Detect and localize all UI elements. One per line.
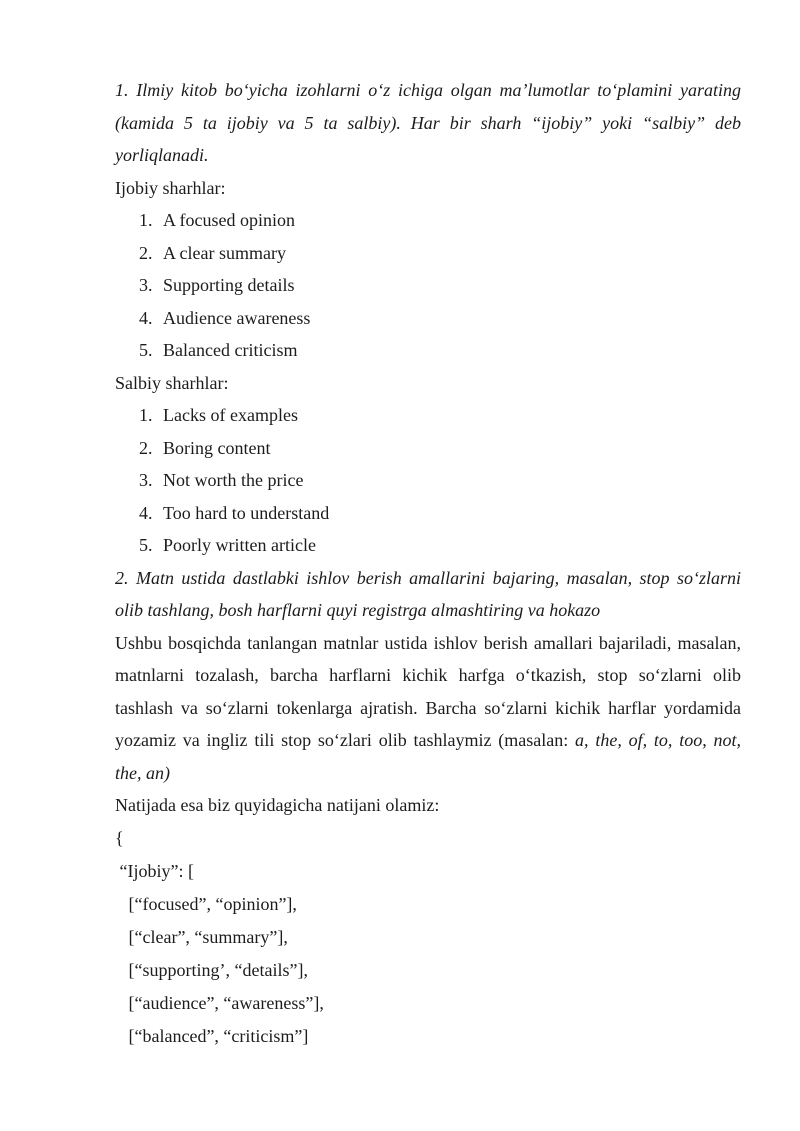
stopword-examples-end: the, an) (115, 762, 170, 783)
body-line: matnlarni tozalash, barcha harflarni kichik harfga o‘tkazish, stop so‘zlarni olib (115, 665, 741, 685)
task1-heading-line: (kamida 5 ta ijobiy va 5 ta salbiy). Har bir sharh “ijobiy” yoki “salbiy” deb (115, 112, 741, 133)
list-item (115, 237, 741, 270)
list-item-text: Balanced criticism (163, 340, 298, 360)
negative-reviews-list (115, 399, 741, 562)
task2-heading (115, 562, 741, 627)
list-item (115, 529, 741, 562)
task2-heading-line: olib tashlang, bosh harflarni quyi registrga almashtiring va hokazo (115, 600, 601, 620)
list-number: 3. (139, 470, 153, 490)
positive-reviews-list (115, 204, 741, 367)
task1-heading-line: 1. Ilmiy kitob bo‘yicha izohlarni o‘z ichiga olgan ma’lumotlar to‘plamini yarating (115, 80, 741, 100)
list-number: 5. (139, 340, 153, 360)
list-item (115, 302, 741, 335)
positive-reviews-label: Ijobiy sharhlar: (115, 177, 226, 198)
list-number: 3. (139, 275, 153, 295)
negative-reviews-label: Salbiy sharhlar: (115, 372, 229, 393)
json-line: [“focused”, “opinion”], (115, 893, 297, 914)
list-number: 1. (139, 405, 153, 425)
task2-heading-line: 2. Matn ustida dastlabki ishlov berish amallarini bajaring, masalan, stop so‘zlarni (115, 567, 741, 588)
task2-body (115, 627, 741, 790)
list-number: 2. (139, 242, 153, 263)
list-item-text: A clear summary (163, 242, 286, 263)
json-line: [“balanced”, “criticism”] (115, 1025, 309, 1046)
body-line-text: yozamiz va ingliz tili stop so‘zlari olib tashlaymiz (masalan: (115, 730, 576, 750)
list-item-text: Poorly written article (163, 535, 316, 555)
list-item-text: A focused opinion (163, 210, 295, 230)
list-item-text: Too hard to understand (163, 502, 330, 523)
list-item (115, 464, 741, 497)
json-line: { (115, 827, 124, 848)
result-intro: Natijada esa biz quyidagicha natijani olamiz: (115, 795, 440, 815)
json-line: [“clear”, “summary”], (115, 926, 288, 947)
json-result (115, 822, 741, 1053)
list-item-text: Boring content (163, 437, 271, 458)
list-item (115, 204, 741, 237)
body-line: tashlash va so‘zlarni tokenlarga ajratish. Barcha so‘zlarni kichik harflar yordamida (115, 697, 741, 718)
stopword-examples: a, the, of, to, too, not, (575, 730, 741, 750)
task1-heading (115, 74, 741, 172)
json-line: [“supporting’, “details”], (115, 959, 308, 980)
body-line: Ushbu bosqichda tanlangan matnlar ustida ishlov berish amallari bajariladi, masalan, (115, 632, 741, 653)
list-item-text: Supporting details (163, 275, 295, 295)
list-item-text: Lacks of examples (163, 405, 298, 425)
list-item-text: Not worth the price (163, 470, 304, 490)
list-item (115, 334, 741, 367)
body-line (115, 724, 741, 757)
list-item (115, 269, 741, 302)
list-item (115, 399, 741, 432)
list-item (115, 497, 741, 530)
list-item-text: Audience awareness (163, 307, 311, 328)
list-number: 4. (139, 502, 153, 523)
list-number: 1. (139, 210, 153, 230)
task1-heading-line: yorliqlanadi. (115, 145, 209, 165)
list-item (115, 432, 741, 465)
list-number: 5. (139, 535, 153, 555)
list-number: 2. (139, 437, 153, 458)
list-number: 4. (139, 307, 153, 328)
json-line: “Ijobiy”: [ (115, 860, 194, 881)
json-line: [“audience”, “awareness”], (115, 992, 324, 1013)
